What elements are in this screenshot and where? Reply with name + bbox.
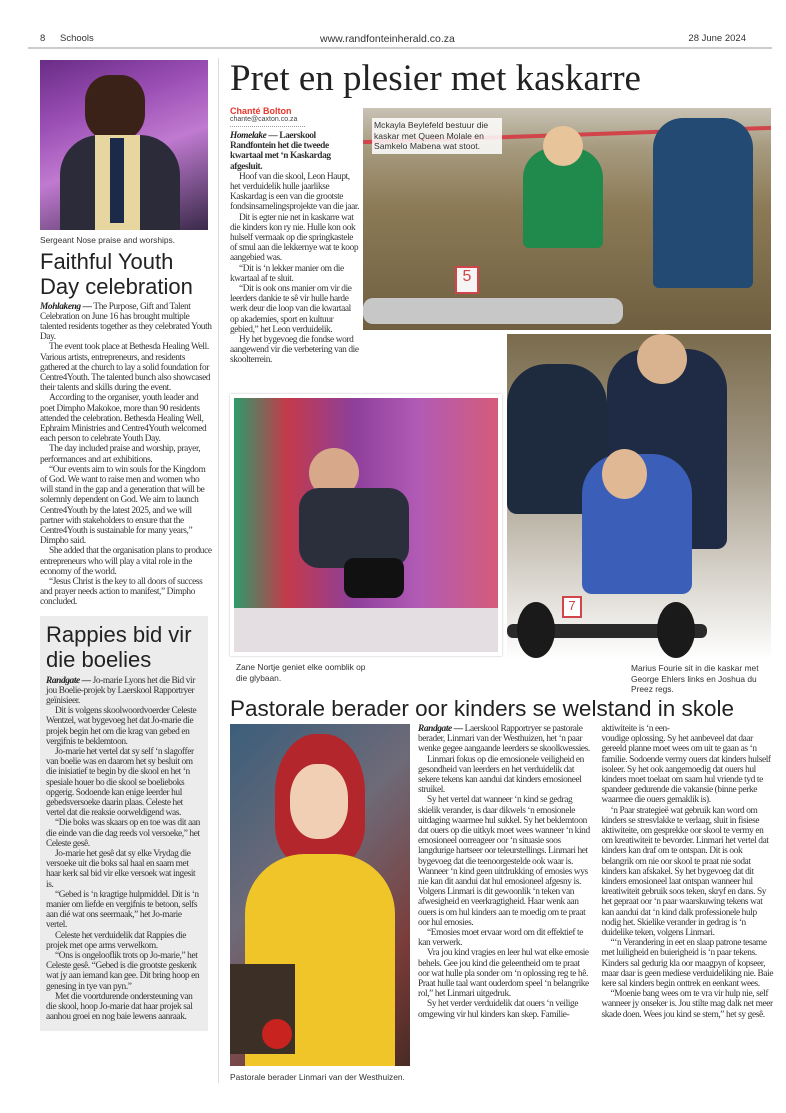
kart-photo-caption: Marius Fourie sit in die kaskar met George Ehlers links en Joshua du Preez regs.: [631, 663, 759, 694]
article-paragraph: Dit is volgens skoolwoordvoerder Celeste Wentzel, wat bygevoeg het dat Jo-marie die projek begin het om die krag van gebed en vergifnis te beklemtoon.: [46, 706, 197, 747]
youth-photo-caption: Sergeant Nose praise and worships.: [40, 235, 176, 245]
linmari-photo-caption: Pastorale berader Linmari van der Westhuizen.: [230, 1072, 405, 1082]
article-paragraph: Celeste het verduidelik dat Rappies die projek met ope arms verwelkom.: [46, 930, 186, 951]
header-rule: [28, 47, 772, 49]
paragraph-text: The Purpose, Gift and Talent Celebration on June 16 has brought multiple talented residents together as they celebrated Youth Day.: [40, 301, 212, 343]
pastorale-column-2: [602, 734, 776, 1020]
article-paragraph: Jo-marie het gesê dat sy elke Vrydag die versoeke uit die boks sal haal en saam met haar kerk sal bid vir elke versoek wat ingesit is.: [46, 849, 196, 890]
lead-sentence: Laerskool Randfontein het die tweede kwartaal met ‘n Kaskardag afgesluit.: [230, 131, 331, 172]
article-paragraph: “Ons is ongelooflik trots op Jo-marie,” het Celeste gesê. “Gebed is die grootste geskenk wat jy aan iemand kan gee. Dit bring hoop en genesing in tye van pyn.”: [46, 951, 200, 992]
article-paragraph: “Die boks was skaars op en toe was dit aan die einde van die dag reeds vol versoeke,” het Celeste gesê.: [46, 818, 200, 849]
article-paragraph: Dit is egter nie net in kaskarre wat die kinders kon ry nie. Hulle kon ook hulself vermaak op die springkastele of smul aan die lekkernye wat te koop aangebied was.: [230, 212, 359, 264]
article-paragraph: [46, 676, 203, 707]
section-name: Schools: [60, 33, 94, 44]
slide-photo-caption: Zane Nortje geniet elke oomblik op die glybaan.: [236, 662, 366, 683]
article-paragraph: “Emosies moet ervaar word om dit effektief te kan verwerk.: [418, 928, 583, 949]
kaskar-photo-caption: Mckayla Beylefeld bestuur die kaskar met Queen Molale en Samkelo Mabena wat stoot.: [372, 118, 502, 154]
article-paragraph: Vra jou kind vragies en leer hul wat elke emosie behels. Gee jou kind die geleentheid om te praat oor wat hulle pla sonder om ‘n oplossing reg te hê. Praat hulle taal want ouderdom speel ‘n belangrike rol,” het Linmari uitgedruk.: [418, 948, 589, 1000]
article-paragraph: “Moenie bang wees om te vra vir hulp nie, self wanneer jy onseker is. Jou stilte mag dalk net meer skade doen. Wees jou kind se stem,” het sy gesê.: [601, 989, 773, 1020]
author-email[interactable]: chante@caxton.co.za: [230, 116, 298, 123]
kaskarre-headline: Pret en plesier met kaskarre: [230, 58, 641, 99]
article-paragraph: “Dit is ‘n lekker manier om die kwartaal af te sluit.: [230, 263, 344, 284]
kart-number-5: 5: [455, 266, 479, 294]
paragraph-text: Jo-marie Lyons het die Bid vir jou Boelie-projek by Laerskool Rapportryer geïnisieer.: [46, 675, 195, 706]
dateline: Homelake —: [230, 131, 278, 141]
article-paragraph: “‘n Verandering in eet en slaap patrone tesame met luiligheid en buierigheid is ‘n paar tekens. Kinders sal gedurig kla oor maagpyn of kopseer, maar daar is geen mediese verduideliking nie. Baie kere sal kinders begin onttrek en eenkant wees.: [601, 938, 774, 990]
dateline: Mohlakeng —: [40, 301, 92, 312]
youth-article-body: [40, 302, 212, 608]
article-paragraph: [40, 302, 212, 343]
youth-headline: Faithful Youth Day celebration: [40, 248, 193, 299]
author-name: Chanté Bolton: [230, 106, 292, 116]
issue-date: 28 June 2024: [688, 33, 746, 44]
rappies-headline: Rappies bid vir die boelies: [46, 621, 192, 672]
byline-rule: [230, 126, 305, 127]
kaskarre-article-body: [230, 131, 360, 366]
article-paragraph: ‘n Paar strategieë wat gebruik kan word om kinders se stresvlakke te verlaag, sluit in fisiese aktiwiteite, om gesprekke oor skool te vermy en om kreatiwiteit te bevorder. Linmari het vertel dat kinders kan draf om te ontspan. Dit is ook belangrik om nie oor skool te praat nie sodat kinders kan afskakel. Sy het bygevoeg dat dit kinders emosioneel laat ontspan wanneer hul kreatiwiteit gebruik soos teken, skryf en dans. Sy het gepraat oor ‘n paar waarskuwing tekens wat kan aandui dat ‘n kind dalk professionele hulp nodig het. Skielike verander in gedrag is ‘n duidelike teken, volgens Linmari.: [601, 805, 769, 939]
dateline: Randgate —: [46, 675, 91, 686]
article-paragraph: The event took place at Bethesda Healing Well. Various artists, entrepreneurs, and residents gathered at the church to lay a solid foundation for Centre4Youth. The talented bunch also showcased their talents and skills during the event.: [40, 342, 211, 394]
left-column: [40, 60, 212, 1031]
rappies-box: [40, 616, 208, 1031]
article-paragraph: [230, 131, 360, 172]
column-divider: [218, 58, 219, 1083]
article-paragraph: “Jesus Christ is the key to all doors of success and prayer needs action to manifest,” Dimpho concluded.: [40, 576, 203, 608]
dateline: Randgate —: [418, 724, 463, 734]
page-number: 8: [40, 33, 46, 44]
pastorale-headline: Pastorale berader oor kinders se welstand in skole: [230, 696, 735, 721]
article-paragraph: Sy het vertel dat wanneer ‘n kind se gedrag skielik verander, is daar dikwels ‘n emosionele uitdaging waarmee hul sukkel. Sy het beklemtoon dat ouers op die uitkyk moet wees wanneer ‘n kind emosioneel oorreageer oor ‘n situasie soos langdurige hartseer oor teleurstellings. Linmari het bygevoeg dat die teenoorgestelde ook waar is. Wanneer ‘n kind geen uitdrukking of emosies wys nie kan dit aandui dat hul emosioneel afgesny is. Volgens Linmari is dit gewoonlik ‘n teken van afwesigheid en veerkragtigheid. Haar wenk aan ouers is om hul kinders aan te moedig om te praat oor hul emosies.: [418, 795, 590, 928]
article-paragraph: “Gebed is ‘n kragtige hulpmiddel. Dit is ‘n manier om liefde en vergifnis te betoon, selfs aan dié wat ons seermaak,” het Jo-marie vertel.: [46, 889, 199, 931]
pastorale-body: [418, 724, 775, 1020]
article-paragraph: voudige oplossing. Sy het aanbeveel dat daar gereeld planne moet wees om uit te gaan as ‘n familie. Sodoende vermy ouers dat kinders hulself isoleer. Sy het ook aangemoedig dat ouers hul kinders moet toelaat om saam hul vriende tyd te spandeer gedurende die vakansie (binne perke waarmee die ouers gemaklik is).: [601, 734, 771, 806]
website-link[interactable]: www.randfonteinherald.co.za: [320, 33, 455, 45]
article-paragraph: Sy het verder verduidelik dat ouers ‘n veilige omgewing vir hul kinders kan skep. Familie-aktiwiteite is ‘n een-: [418, 724, 670, 1020]
rappies-article-body: [46, 676, 203, 1023]
article-paragraph: Jo-marie het vertel dat sy self ‘n slagoffer van boelie was en daarom het sy besluit om die inisiatief te begin by die skool en het ‘n spesiale houer bo die skool se boelieboks opgerig. Sodoende kan enige leerder hul gebedsversoeke daarin plaas. Celeste het vertel dat die reaksie oorweldigend was.: [46, 747, 194, 819]
article-paragraph: According to the organiser, youth leader and poet Dimpho Makokoe, more than 90 residents attended the celebration. Bethesda Healing Well, Ephraim Ministries and Centre4Youth welcomed each person to celebrate Youth Day.: [40, 393, 207, 445]
article-paragraph: “Dit is ook ons manier om vir die leerders dankie te sê vir hulle harde werk deur die loop van die kwartaal op akademies, sport en kultuur gebied,” het Leon verduidelik.: [230, 284, 352, 335]
article-paragraph: The day included praise and worship, prayer, performances and art exhibitions.: [40, 444, 201, 465]
slide-photo: [230, 394, 502, 656]
linmari-photo: [230, 724, 410, 1066]
sergeant-nose-photo: [40, 60, 208, 230]
paragraph-text: Laerskool Rapportryer se pastorale berader, Linmari van der Westhuizen, het ‘n paar wenke gegee aangaande leerders se skoolkwessies.: [418, 724, 590, 755]
article-paragraph: “Our events aim to win souls for the Kingdom of God. We want to raise men and women who will stand in the gap and a generation that will be solemnly dependent on God. We aim to launch Centre4Youth by the latest 2025, and we will partner with stakeholders to ensure that the Centre4Youth is sustainable for many years,” Dimpho said.: [40, 464, 206, 547]
kart-boys-photo: [507, 334, 771, 660]
article-paragraph: Hy het bygevoeg die fondse word aangewend vir die verbetering van die skoolterrein.: [230, 335, 359, 366]
kart-number-7: 7: [562, 596, 582, 618]
article-paragraph: Linmari fokus op die emosionele veiligheid en gesondheid van leerders en het verduidelik dat sekere tekens kan aandui dat kinders emosioneel struikel.: [418, 754, 584, 796]
article-paragraph: Hoof van die skool, Leon Haupt, het verduidelik hulle jaarlikse Kaskardag is een van die grootste fondsinsamelingsprojekte van die jaar.: [230, 171, 360, 213]
article-paragraph: She added that the organisation plans to produce entrepreneurs who will play a vital role in the economy of the world.: [40, 546, 212, 577]
article-paragraph: [418, 724, 592, 755]
article-paragraph: Met die voortdurende ondersteuning van die skool, hoop Jo-marie dat haar projek sal aanhou groei en nog baie lewens aanraak.: [46, 991, 193, 1023]
